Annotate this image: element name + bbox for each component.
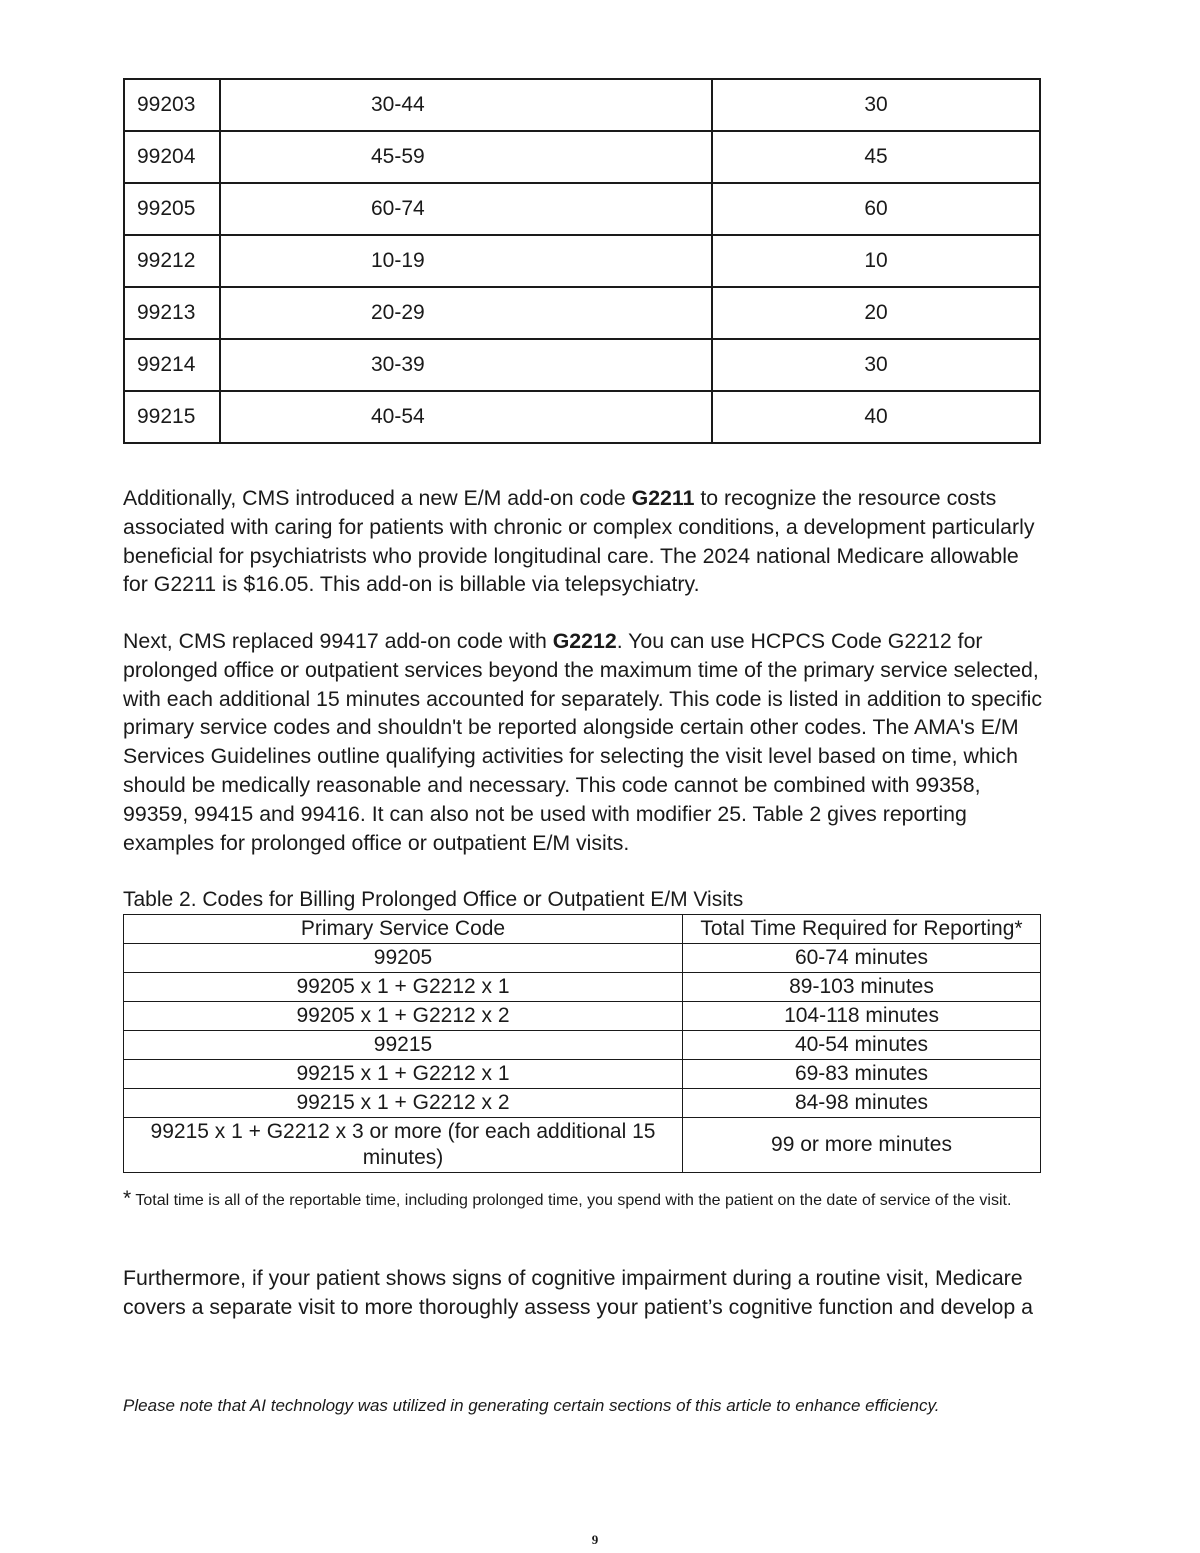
table2-caption: Table 2. Codes for Billing Prolonged Office or Outpatient E/M Visits: [123, 888, 744, 911]
minimum-time-cell: 40: [712, 391, 1040, 443]
time-range-cell: 30-39: [220, 339, 712, 391]
time-threshold-table: [123, 78, 1041, 444]
table-row: [124, 183, 1040, 235]
minimum-time-cell: 30: [712, 79, 1040, 131]
header-total-time: Total Time Required for Reporting*: [683, 915, 1041, 944]
minimum-time-cell: 60: [712, 183, 1040, 235]
ai-disclaimer-note: Please note that AI technology was utilized in generating certain sections of this article to enhance efficiency.: [123, 1396, 940, 1415]
g2212-code: G2212: [552, 629, 617, 653]
minimum-time-cell: 30: [712, 339, 1040, 391]
cpt-code-cell: 99205: [124, 183, 220, 235]
table2-footnote: [123, 1186, 1023, 1213]
total-time-cell: 69-83 minutes: [683, 1060, 1041, 1089]
g2211-paragraph: [123, 484, 1043, 599]
g2211-code: G2211: [631, 486, 695, 510]
total-time-cell: 99 or more minutes: [683, 1118, 1041, 1173]
time-range-cell: 45-59: [220, 131, 712, 183]
page-number: 9: [591, 1532, 599, 1547]
footnote-text: Total time is all of the reportable time, including prolonged time, you spend with the patient on the date of service of the visit.: [131, 1192, 1012, 1209]
minimum-time-cell: 45: [712, 131, 1040, 183]
primary-service-code-cell: 99215 x 1 + G2212 x 3 or more (for each additional 15 minutes): [124, 1118, 683, 1173]
table-row: [124, 287, 1040, 339]
total-time-cell: 84-98 minutes: [683, 1089, 1041, 1118]
time-range-cell: 40-54: [220, 391, 712, 443]
g2212-paragraph-body: . You can use HCPCS Code G2212 for prolonged office or outpatient services beyond the maximum time of the primary service selected, with each additional 15 minutes accounted for separately. This code is listed in addition to specific primary service codes and shouldn't be reported alongside certain other codes. The AMA's E/M Services Guidelines outline qualifying activities for selecting the visit level based on time, which should be medically reasonable and necessary. This code cannot be combined with 99358, 99359, 99415 and 99416. It can also not be used with modifier 25. Table 2 gives reporting examples for prolonged office or outpatient E/M visits.: [123, 629, 1043, 855]
cpt-code-cell: 99212: [124, 235, 220, 287]
primary-service-code-cell: 99215: [124, 1031, 683, 1060]
table-row: [124, 1031, 1041, 1060]
table-row: [124, 1002, 1041, 1031]
time-range-cell: 10-19: [220, 235, 712, 287]
primary-service-code-cell: 99205 x 1 + G2212 x 1: [124, 973, 683, 1002]
total-time-cell: 104-118 minutes: [683, 1002, 1041, 1031]
cpt-code-cell: 99215: [124, 391, 220, 443]
primary-service-code-cell: 99205 x 1 + G2212 x 2: [124, 1002, 683, 1031]
table-row: [124, 235, 1040, 287]
minimum-time-cell: 20: [712, 287, 1040, 339]
primary-service-code-cell: 99215 x 1 + G2212 x 2: [124, 1089, 683, 1118]
table-row: [124, 1118, 1041, 1173]
time-range-cell: 60-74: [220, 183, 712, 235]
table-row: [124, 79, 1040, 131]
g2211-paragraph-intro: Additionally, CMS introduced a new E/M add-on code: [123, 486, 632, 510]
g2212-paragraph: [123, 627, 1043, 857]
g2211-paragraph-body: to recognize the resource costs associated with caring for patients with chronic or complex conditions, a development particularly beneficial for psychiatrists who provide longitudinal care. The 2024 national Medicare allowable for G2211 is $16.05. This add-on is billable via telepsychiatry.: [123, 486, 1035, 597]
table-row: [124, 339, 1040, 391]
header-primary-service-code: Primary Service Code: [124, 915, 683, 944]
table-row: [124, 944, 1041, 973]
cognitive-paragraph: Furthermore, if your patient shows signs of cognitive impairment during a routine visit, Medicare covers a separate visit to more thoroughly assess your patient’s cognitive function and develop a: [123, 1266, 1033, 1319]
cpt-code-cell: 99213: [124, 287, 220, 339]
table-row: [124, 1089, 1041, 1118]
table-row: [124, 973, 1041, 1002]
table-row: [124, 131, 1040, 183]
total-time-cell: 40-54 minutes: [683, 1031, 1041, 1060]
table-row: [124, 391, 1040, 443]
minimum-time-cell: 10: [712, 235, 1040, 287]
primary-service-code-cell: 99205: [124, 944, 683, 973]
prolonged-visits-table: [123, 914, 1041, 1173]
cpt-code-cell: 99204: [124, 131, 220, 183]
time-range-cell: 20-29: [220, 287, 712, 339]
cpt-code-cell: 99214: [124, 339, 220, 391]
table-header-row: [124, 915, 1041, 944]
total-time-cell: 60-74 minutes: [683, 944, 1041, 973]
primary-service-code-cell: 99215 x 1 + G2212 x 1: [124, 1060, 683, 1089]
total-time-cell: 89-103 minutes: [683, 973, 1041, 1002]
prolonged-visits-table-body: [124, 944, 1041, 1173]
footnote-star: *: [123, 1187, 132, 1210]
g2212-paragraph-intro: Next, CMS replaced 99417 add-on code with: [123, 629, 553, 653]
time-threshold-table-body: [124, 79, 1040, 443]
table-row: [124, 1060, 1041, 1089]
cpt-code-cell: 99203: [124, 79, 220, 131]
time-range-cell: 30-44: [220, 79, 712, 131]
